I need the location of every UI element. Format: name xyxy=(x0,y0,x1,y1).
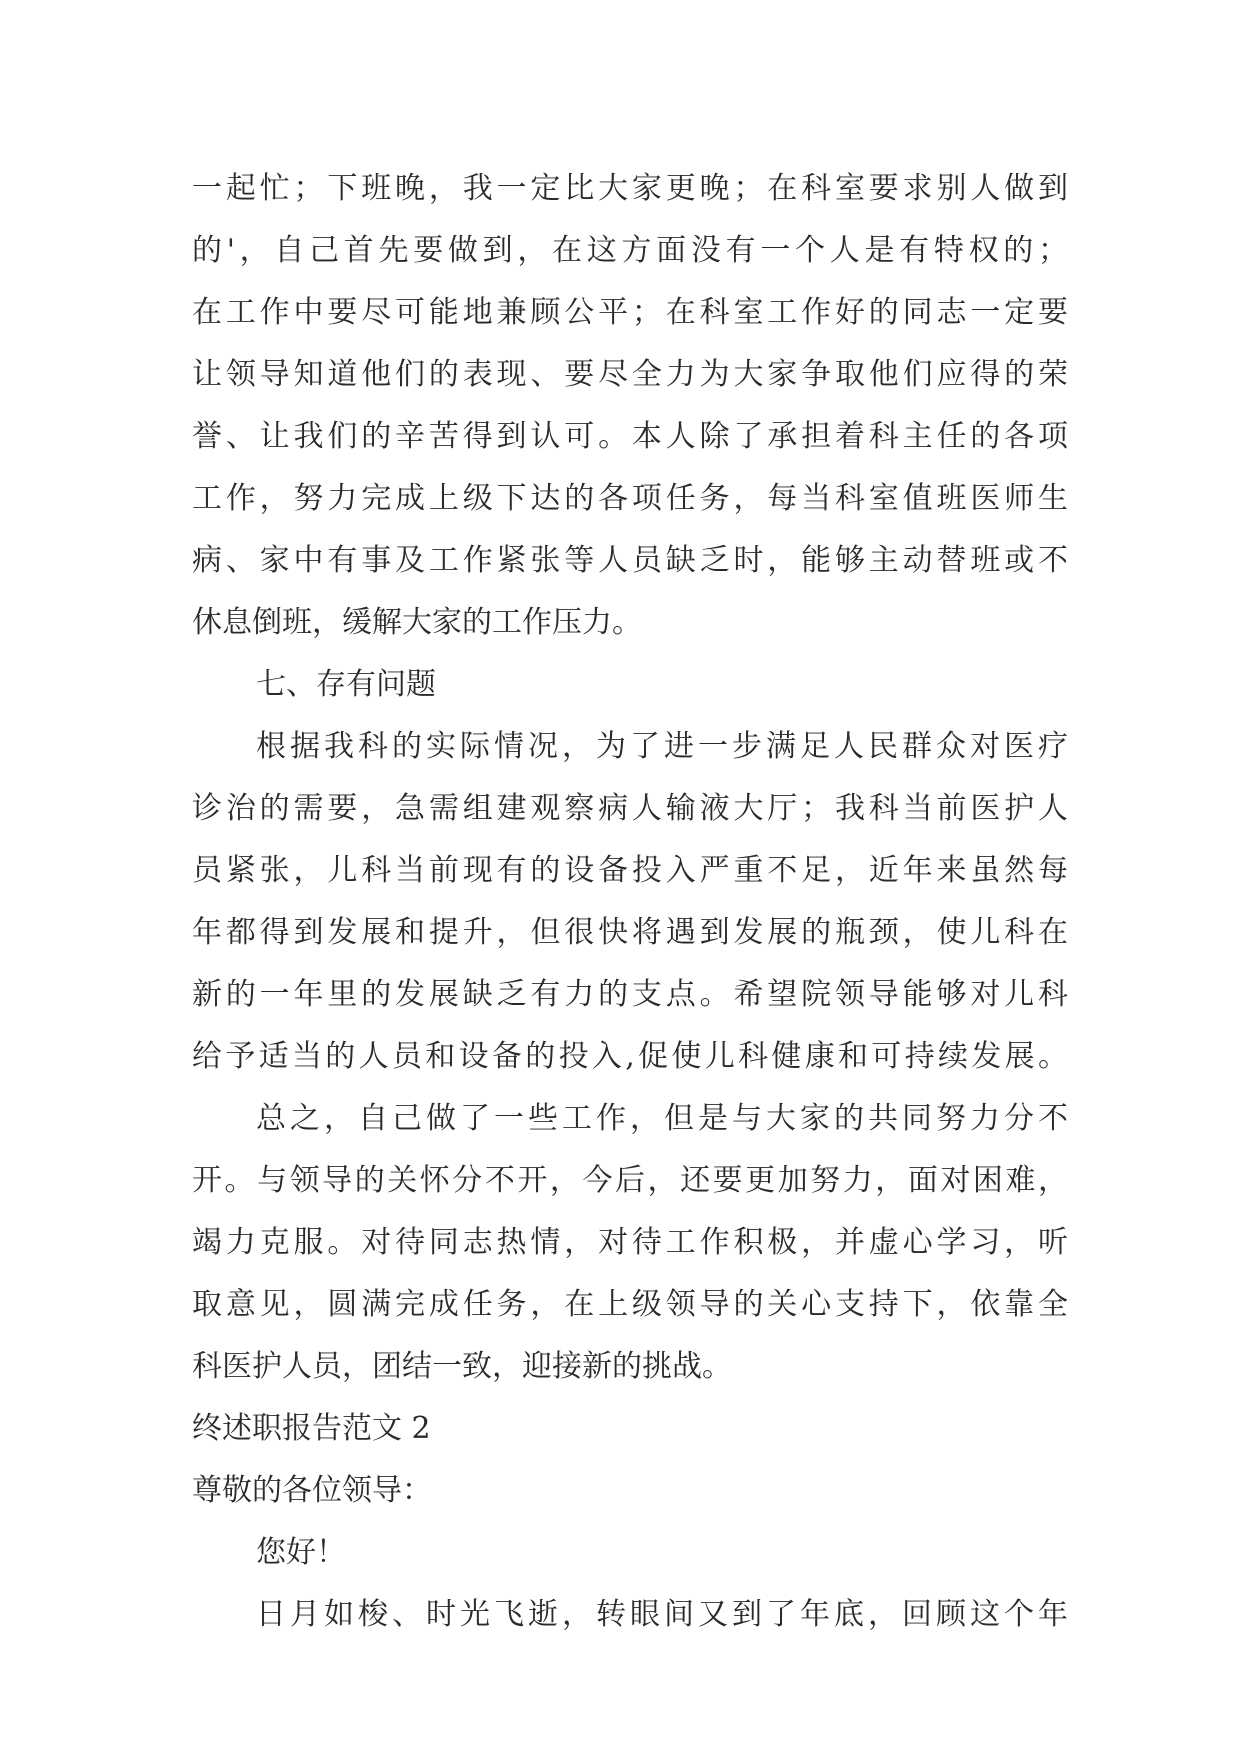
document-body xyxy=(192,158,1068,1646)
text-line: 病、家中有事及工作紧张等人员缺乏时，能够主动替班或不 xyxy=(192,543,1068,578)
text-line: 誉、让我们的辛苦得到认可。本人除了承担着科主任的各项 xyxy=(192,419,1068,454)
text-line: 员紧张，儿科当前现有的设备投入严重不足，近年来虽然每 xyxy=(192,853,1068,888)
article-title: 终述职报告范文 2 xyxy=(192,1411,431,1446)
text-line: 工作，努力完成上级下达的各项任务，每当科室值班医师生 xyxy=(192,481,1068,516)
text-line: 开。与领导的关怀分不开，今后，还要更加努力，面对困难， xyxy=(192,1163,1068,1198)
text-line: 诊治的需要，急需组建观察病人输液大厅；我科当前医护人 xyxy=(192,791,1068,826)
text-line: 竭力克服。对待同志热情，对待工作积极，并虚心学习，听 xyxy=(192,1225,1068,1260)
paragraph-first-line: 总之，自己做了一些工作，但是与大家的共同努力分不 xyxy=(256,1101,1068,1136)
salutation: 尊敬的各位领导： xyxy=(192,1473,432,1508)
text-line: 科医护人员，团结一致，迎接新的挑战。 xyxy=(192,1349,732,1384)
text-line: 的'，自己首先要做到，在这方面没有一个人是有特权的； xyxy=(192,233,1068,268)
paragraph-first-line: 日月如梭、时光飞逝，转眼间又到了年底，回顾这个年 xyxy=(256,1597,1068,1632)
text-line: 让领导知道他们的表现、要尽全力为大家争取他们应得的荣 xyxy=(192,357,1068,392)
paragraph-first-line: 根据我科的实际情况，为了进一步满足人民群众对医疗 xyxy=(256,729,1068,764)
text-line: 取意见，圆满完成任务，在上级领导的关心支持下，依靠全 xyxy=(192,1287,1068,1322)
greeting: 您好！ xyxy=(256,1535,346,1570)
text-line: 在工作中要尽可能地兼顾公平；在科室工作好的同志一定要 xyxy=(192,295,1068,330)
text-line: 一起忙；下班晚，我一定比大家更晚；在科室要求别人做到 xyxy=(192,171,1068,206)
text-line: 新的一年里的发展缺乏有力的支点。希望院领导能够对儿科 xyxy=(192,977,1068,1012)
text-line: 年都得到发展和提升，但很快将遇到发展的瓶颈，使儿科在 xyxy=(192,915,1068,950)
text-line: 给予适当的人员和设备的投入,促使儿科健康和可持续发展。 xyxy=(192,1039,1068,1074)
text-line: 休息倒班，缓解大家的工作压力。 xyxy=(192,605,642,640)
section-heading: 七、存有问题 xyxy=(256,667,436,702)
